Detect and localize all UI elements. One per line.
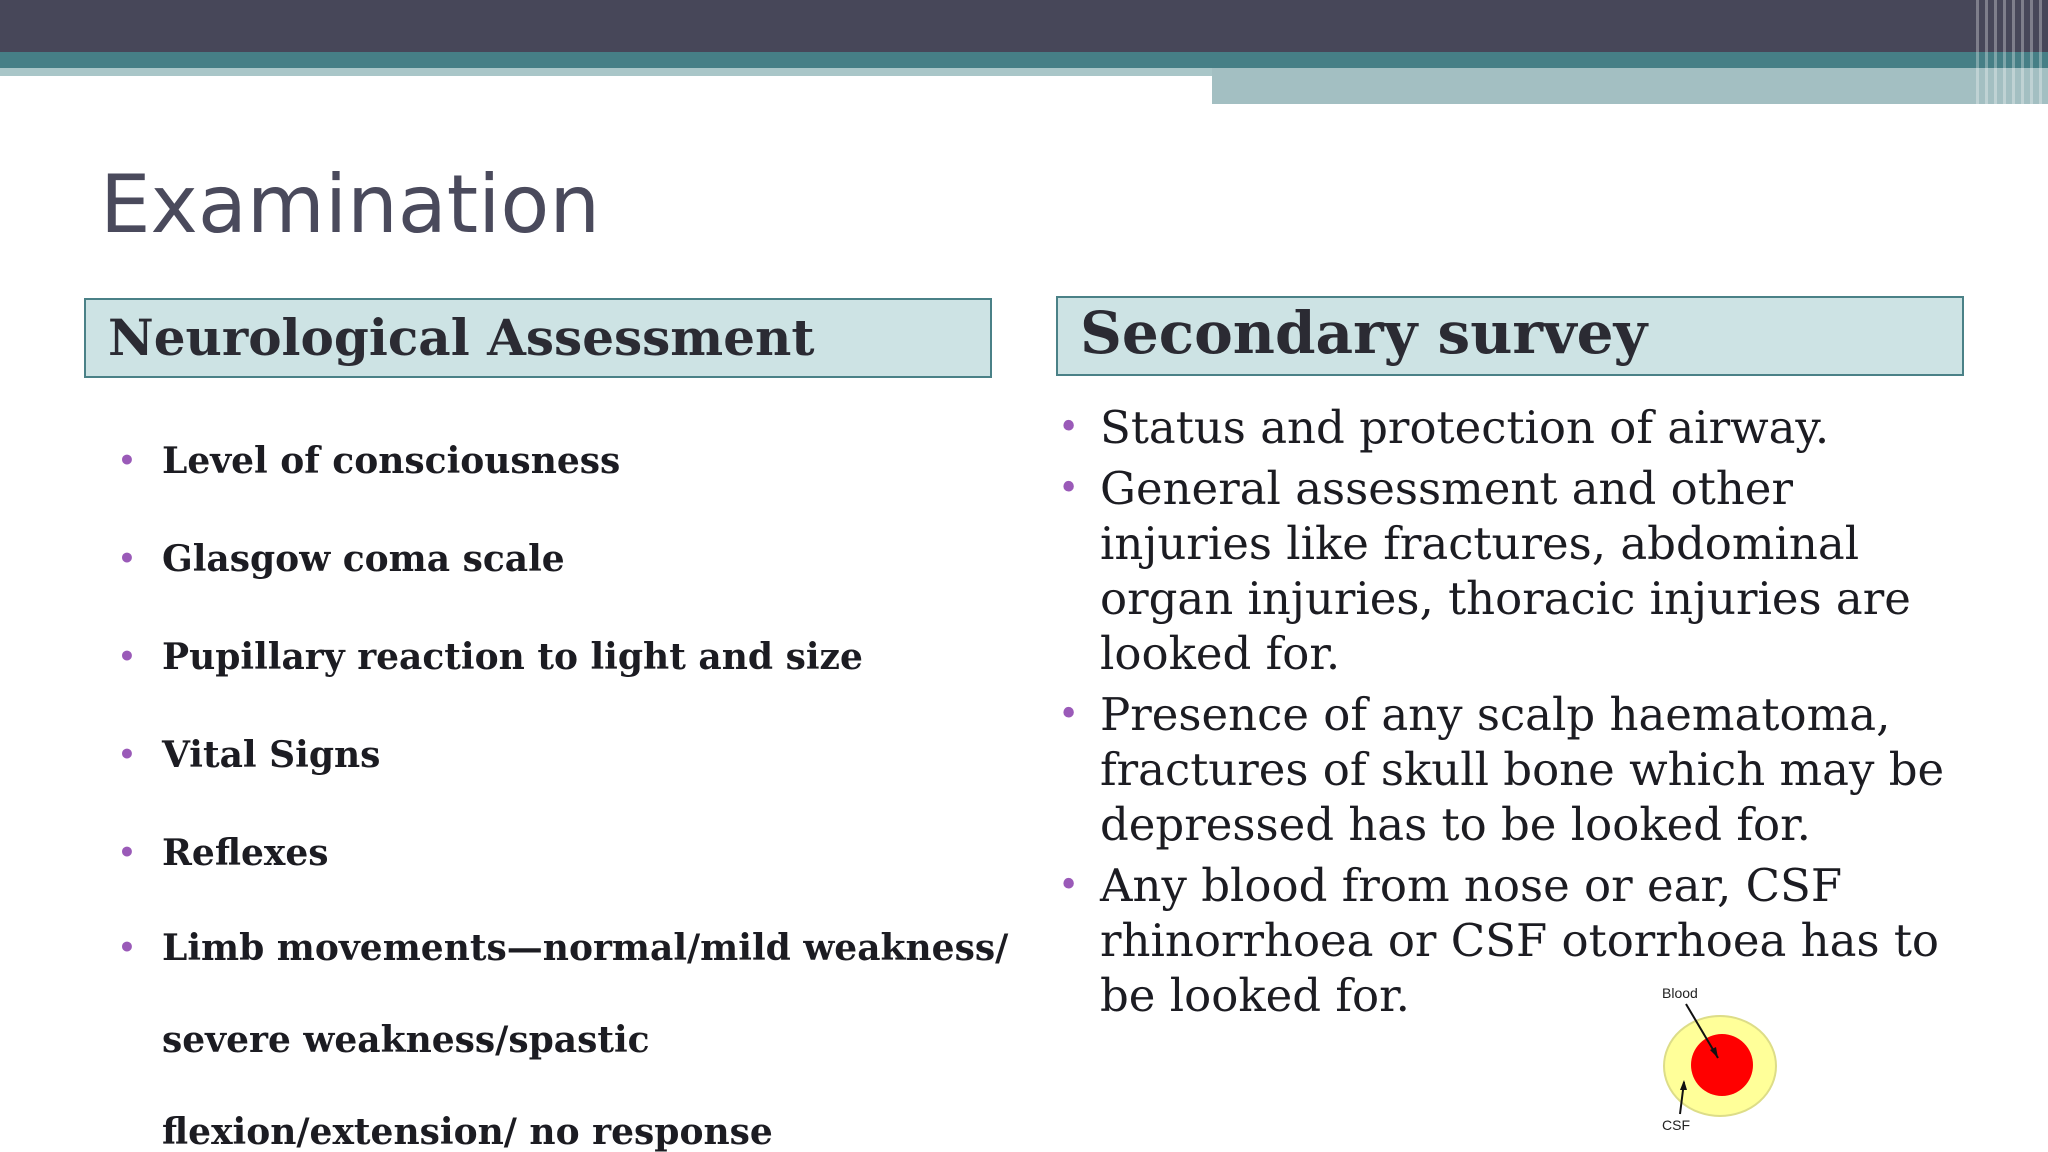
list-item <box>112 412 1012 510</box>
list-item <box>112 902 1012 1152</box>
list-item-text: Limb movements—normal/mild weakness/ severe weakness/spastic flexion/extension/ no response <box>162 927 1009 1152</box>
header-band-light-left <box>0 68 1212 76</box>
bullet-icon: • <box>1058 694 1080 735</box>
bullet-icon: • <box>118 542 136 575</box>
list-item <box>1054 461 1954 681</box>
diagram-label-blood: Blood <box>1662 985 1698 1001</box>
slide-title: Examination <box>100 158 601 251</box>
list-item <box>112 510 1012 608</box>
bullet-icon: • <box>1058 468 1080 509</box>
list-item-text: Level of consciousness <box>162 440 621 482</box>
diagram-label-csf: CSF <box>1662 1117 1690 1133</box>
header-band-dark <box>0 0 2048 52</box>
bullet-icon: • <box>1058 865 1080 906</box>
list-item-text: Glasgow coma scale <box>162 538 565 580</box>
list-item <box>112 608 1012 706</box>
blood-csf-halo-diagram <box>1648 980 1788 1140</box>
bullet-icon: • <box>118 640 136 673</box>
list-item <box>1054 858 1954 1023</box>
bullet-icon: • <box>1058 407 1080 448</box>
header-band-light-right <box>1212 68 2048 104</box>
list-item-text: Vital Signs <box>162 734 381 776</box>
list-item <box>1054 400 1954 455</box>
list-item <box>112 706 1012 804</box>
header-stripes <box>1976 0 2048 104</box>
list-item <box>112 804 1012 902</box>
list-item-text: Presence of any scalp haematoma, fractures of skull bone which may be depressed has to be looked for. <box>1100 688 1945 851</box>
bullet-icon: • <box>118 931 136 964</box>
list-item <box>1054 687 1954 852</box>
header-band-teal <box>0 52 2048 68</box>
bullet-icon: • <box>118 738 136 771</box>
list-item-text: Any blood from nose or ear, CSF rhinorrhoea or CSF otorrhoea has to be looked for. <box>1100 859 1940 1022</box>
secondary-survey-heading: Secondary survey <box>1056 296 1964 376</box>
bullet-icon: • <box>118 444 136 477</box>
list-item-text: General assessment and other injuries like fractures, abdominal organ injuries, thoracic injuries are looked for. <box>1100 462 1911 680</box>
list-item-text: Status and protection of airway. <box>1100 401 1830 454</box>
secondary-survey-list <box>1054 400 1954 1029</box>
neurological-assessment-list <box>112 412 1012 1152</box>
list-item-text: Pupillary reaction to light and size <box>162 636 863 678</box>
blood-spot <box>1691 1034 1753 1096</box>
bullet-icon: • <box>118 836 136 869</box>
list-item-text: Reflexes <box>162 832 329 874</box>
neurological-assessment-heading: Neurological Assessment <box>84 298 992 378</box>
